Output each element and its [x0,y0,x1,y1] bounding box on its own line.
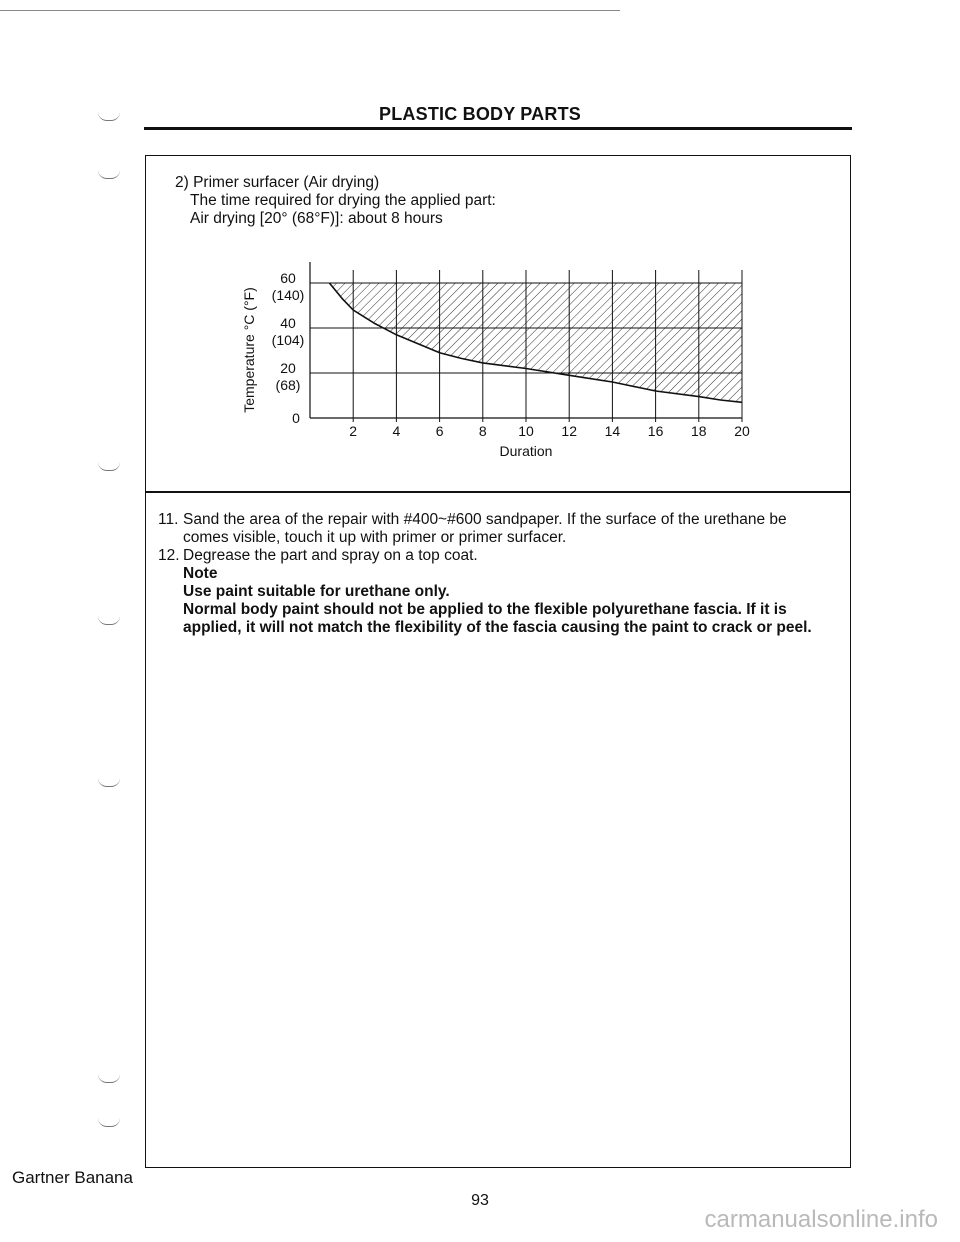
y-tick-label: 20 [280,360,296,376]
binding-hole-mark [98,1118,120,1127]
footer-brand: Gartner Banana [12,1168,133,1187]
y-tick-sublabel: (68) [275,377,301,393]
y-tick-sublabel: (104) [271,332,305,348]
y-tick-label: 60 [280,270,296,286]
x-tick-label: 8 [478,423,487,439]
step-number: 11. [158,511,179,528]
watermark: carmanualsonline.info [704,1206,938,1233]
page-title: PLASTIC BODY PARTS [379,104,581,124]
step-2-line: Air drying [20° (68°F)]: about 8 hours [190,210,443,227]
step-2-line: The time required for drying the applied part: [190,192,496,209]
binding-hole-mark [98,778,120,787]
x-tick-label: 16 [647,423,664,439]
step-line: comes visible, touch it up with primer or primer surfacer. [183,529,567,546]
x-tick-label: 4 [392,423,401,439]
x-tick-label: 6 [435,423,444,439]
drying-time-chart [0,0,960,480]
step-line: Degrease the part and spray on a top coat. [183,547,478,564]
note-line: applied, it will not match the flexibility of the fascia causing the paint to crack or peel. [183,619,812,636]
binding-hole-mark [98,1074,120,1083]
step-line: Sand the area of the repair with #400~#600 sandpaper. If the surface of the urethane be [183,511,787,528]
y-tick-sublabel: (140) [271,287,305,303]
y-axis-title: Temperature °C (°F) [241,287,257,413]
note-label: Note [183,565,218,582]
binding-hole-mark [98,616,120,625]
y-tick-label: 0 [292,410,300,426]
section-divider [145,491,851,493]
note-line: Normal body paint should not be applied to the flexible polyurethane fascia. If it is [183,601,787,618]
x-tick-label: 14 [604,423,621,439]
x-tick-label: 18 [691,423,707,439]
hatched-region [329,283,742,402]
y-tick-label: 40 [280,315,296,331]
step-2-heading: 2) Primer surfacer (Air drying) [175,174,380,191]
x-tick-label: 20 [734,423,750,439]
note-line: Use paint suitable for urethane only. [183,583,450,600]
x-tick-label: 10 [518,423,534,439]
x-axis-title: Duration [499,443,553,459]
step-number: 12. [158,547,180,564]
x-tick-label: 12 [561,423,577,439]
x-tick-label: 2 [349,423,358,439]
page-number: 93 [471,1192,489,1209]
